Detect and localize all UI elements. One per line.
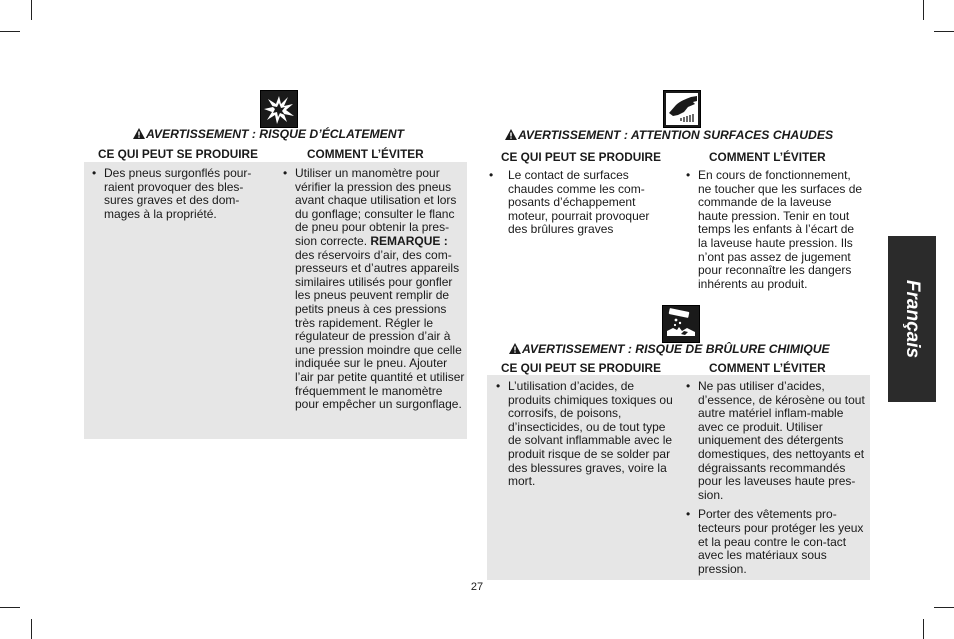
list-item: • Le contact de surfaces chaudes comme les com-posants d’échappement moteur, pourrait provoquer des brûlures graves <box>487 169 670 237</box>
list-item: • Ne pas utiliser d’acides, d’essence, de kérosène ou tout autre matériel inflam-mable avec ce produit. Utiliser uniquement des détergents domestiques, des nettoyants et dégraissants recommandés pour les laveuses haute pres-sion. <box>684 380 866 502</box>
warning-triangle-icon <box>505 129 517 140</box>
list-how-hot <box>684 169 864 297</box>
remark-keyword: REMARQUE : <box>370 233 448 248</box>
warning-title-text: AVERTISSEMENT : RISQUE D’ÉCLATEMENT <box>146 127 404 141</box>
list-item: • En cours de fonctionnement, ne toucher que les surfaces de commande de la laveuse haute pression. Tenir en tout temps les enfants à l’écart de la laveuse haute pression. Ils n’ont pas assez de jugement pour reconnaître les dangers inhérents au produit. <box>684 169 864 291</box>
chemical-burn-icon <box>662 305 700 343</box>
warning-title-text: AVERTISSEMENT : ATTENTION SURFACES CHAUDES <box>518 128 834 142</box>
warning-triangle-icon <box>133 128 145 139</box>
crop-mark <box>934 31 954 32</box>
list-how-burst <box>281 167 467 418</box>
list-what-burst <box>90 167 272 227</box>
list-item: • Porter des vêtements pro-tecteurs pour protéger les yeux et la peau contre le con-tact avec les matériaux sous pression. <box>684 508 866 576</box>
crop-mark <box>31 0 32 20</box>
warning-triangle-icon <box>509 343 521 354</box>
list-item <box>281 167 467 412</box>
warning-title-chemical <box>509 342 830 356</box>
crop-mark <box>923 619 924 639</box>
column-header-what: CE QUI PEUT SE PRODUIRE <box>98 147 258 161</box>
hot-surface-hand-icon <box>663 90 701 128</box>
list-what-chemical <box>494 380 676 495</box>
crop-mark <box>0 607 20 608</box>
column-header-how: COMMENT L’ÉVITER <box>709 361 826 375</box>
warning-title-burst <box>133 127 404 141</box>
column-header-what: CE QUI PEUT SE PRODUIRE <box>501 361 661 375</box>
crop-mark <box>31 619 32 639</box>
column-header-what: CE QUI PEUT SE PRODUIRE <box>501 150 661 164</box>
list-item: • Des pneus surgonflés pour-raient provoquer des bles-sures graves et des dom-mages à la propriété. <box>90 167 272 221</box>
warning-title-text: AVERTISSEMENT : RISQUE DE BRÛLURE CHIMIQUE <box>522 342 830 356</box>
explosion-icon <box>260 90 298 128</box>
burst-advice-text: Utiliser un manomètre pour vérifier la pression des pneus avant chaque utilisation et lors du gonflage; consulter le flanc de pneu pour obtenir la pres-sion correcte. <box>295 166 457 248</box>
crop-mark <box>934 607 954 608</box>
page-number: 27 <box>470 581 484 593</box>
burst-remark-text: des réservoirs d’air, des com-presseurs et d’autres appareils similaires utilisés pour gonfler les pneus peuvent remplir de petits pneus à ces pressions très rapidement. Régler le régulateur de pression d’air à une pression moindre que celle indiquée sur le pneu. Ajouter l’air par petite quantité et utiliser fréquemment le manomètre pour empêcher un surgonflage. <box>295 247 465 412</box>
warning-title-hot <box>505 128 833 142</box>
crop-mark <box>0 31 20 32</box>
column-header-how: COMMENT L’ÉVITER <box>709 150 826 164</box>
list-what-hot <box>487 169 670 243</box>
language-tab <box>888 236 936 402</box>
language-tab-label: Français <box>902 279 923 359</box>
crop-mark <box>923 0 924 20</box>
list-item: • L’utilisation d’acides, de produits chimiques toxiques ou corrosifs, de poisons, d’insecticides, ou de tout type de solvant inflammable avec le produit risque de se solder par des blessures graves, voire la mort. <box>494 380 676 489</box>
list-how-chemical <box>684 380 866 582</box>
column-header-how: COMMENT L’ÉVITER <box>307 147 424 161</box>
